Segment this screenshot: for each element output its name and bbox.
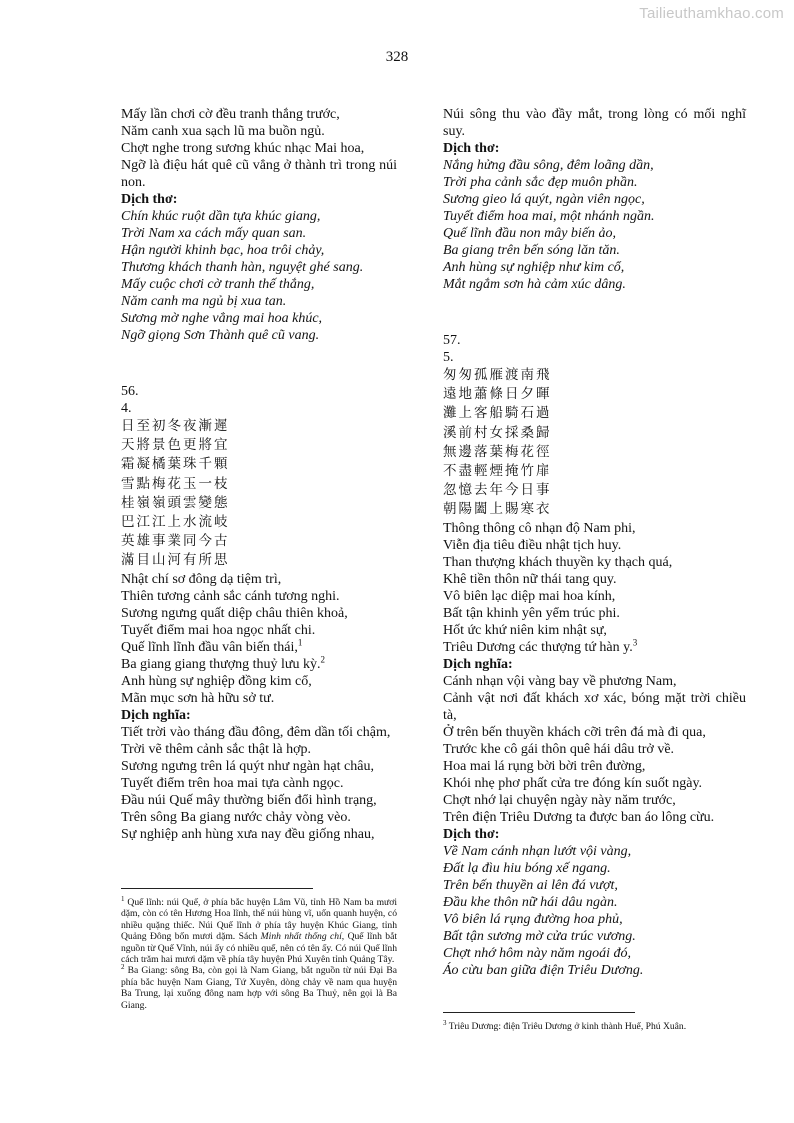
han-line: 雪點梅花玉一枝 <box>121 475 230 492</box>
han-line: 溪前村女採桑歸 <box>443 424 552 441</box>
verse-line: Hận người khinh bạc, hoa trôi chảy, <box>121 243 325 258</box>
verse-line: Áo cừu ban giữa điện Triêu Dương. <box>443 962 644 978</box>
han-line: 日至初冬夜漸遲 <box>121 418 230 434</box>
verse-line: Mắt ngắm sơn hà cảm xúc dâng. <box>443 277 626 292</box>
han-line: 不盡輕煙掩竹扉 <box>443 463 552 480</box>
phien-am-line: Viễn địa tiêu điều nhật tịch huy. <box>443 537 622 553</box>
han-line: 滿目山河有所思 <box>121 552 230 569</box>
han-line: 巴江江上水流岐 <box>121 514 230 531</box>
phien-am-line: Hốt ức khứ niên kim nhật sự, <box>443 622 607 638</box>
verse-line: Thương khách thanh hàn, nguyệt ghé sang. <box>121 260 364 275</box>
han-line: 天將景色更將宜 <box>121 437 230 454</box>
dich-nghia-line: Sương ngưng trên lá quýt như ngàn hạt châu, <box>121 758 374 774</box>
dich-nghia-line: Trời vẽ thêm cảnh sắc thật là hợp. <box>121 741 312 757</box>
dich-nghia-line: Đầu núi Quế mây thường biến đổi hình trạng, <box>121 792 377 808</box>
verse-line: Nắng hửng đầu sông, đêm loãng dần, <box>443 158 654 173</box>
poem-sub-number: 4. <box>121 401 132 416</box>
footnote-rule <box>443 1012 635 1013</box>
phien-am-line: Thiên tương cảnh sắc cánh tương nghi. <box>121 588 340 604</box>
dich-nghia-line: Ở trên bến thuyền khách cỡi trên đá mà đi qua, <box>443 724 706 740</box>
left-column <box>121 106 397 843</box>
footnote-marker: 1 <box>297 636 303 647</box>
verse-line: Bất tận sương mờ cửa trúc vương. <box>443 928 636 944</box>
poem-sub-number: 5. <box>443 350 454 365</box>
han-line: 遠地蕭條日夕暉 <box>443 386 552 403</box>
verse-line: Trời pha cảnh sắc đẹp muôn phần. <box>443 175 638 190</box>
phien-am-line: Sương ngưng quất diệp châu thiên khoả, <box>121 605 348 621</box>
han-line: 霜凝橘葉珠千顆 <box>121 456 230 473</box>
phien-am-line: Bất tận khinh yên yểm trúc phi. <box>443 605 620 621</box>
footnote-3: $^3$ Triêu Dương: điện Triêu Dương ở kinh thành Huế, Phú Xuân. <box>443 1018 687 1032</box>
verse-line: Vô biên lá rụng đường hoa phủ, <box>443 911 623 927</box>
phien-am-line: Triêu Dương các thượng tứ hàn y.$^3$ <box>443 636 638 655</box>
dich-nghia-line: Sự nghiệp anh hùng xưa nay đều giống nhau, <box>121 826 375 842</box>
text-line: Mấy lần chơi cờ đều tranh thắng trước, <box>121 107 340 122</box>
dich-tho-heading: Dịch thơ: <box>443 141 500 156</box>
verse-line: Quế lĩnh đầu non mây biến ảo, <box>443 226 617 241</box>
verse-line: Đầu khe thôn nữ hái dâu ngàn. <box>443 894 618 910</box>
footnotes-right <box>443 1018 746 1032</box>
han-line: 桂嶺嶺頭雲變態 <box>121 494 230 511</box>
dich-nghia-line: Chợt nhớ lại chuyện ngày này năm trước, <box>443 792 676 808</box>
han-line: 匆匆孤雁渡南飛 <box>443 367 552 383</box>
dich-nghia-line: Hoa mai lá rụng bời bời trên đường, <box>443 758 646 774</box>
dich-tho-heading: Dịch thơ: <box>121 192 178 207</box>
footnote-marker: 2 <box>320 653 326 664</box>
verse-line: Trời Nam xa cách mấy quan san. <box>121 226 307 241</box>
dich-tho-heading: Dịch thơ: <box>443 826 500 842</box>
verse-line: Đất lạ đìu hiu bóng xế ngang. <box>443 860 611 876</box>
poem-number: 57. <box>443 333 461 348</box>
dich-nghia-heading: Dịch nghĩa: <box>443 656 513 672</box>
poem-number: 56. <box>121 384 139 399</box>
verse-line: Năm canh ma ngủ bị xua tan. <box>121 294 287 309</box>
text-line: Núi sông thu vào đầy mắt, trong lòng có mối nghĩ suy. <box>443 107 746 139</box>
phien-am-line: Than thượng khách thuyền ky thạch quá, <box>443 554 673 570</box>
verse-line: Mấy cuộc chơi cờ tranh thế thắng, <box>121 277 315 292</box>
phien-am-line: Vô biên lạc diệp mai hoa kính, <box>443 588 616 604</box>
verse-line: Sương gieo lá quýt, ngàn viên ngọc, <box>443 192 645 207</box>
verse-line: Ba giang trên bến sóng lăn tăn. <box>443 243 620 258</box>
verse-line: Trên bến thuyền ai lên đá vượt, <box>443 877 618 893</box>
han-line: 灘上客船騎石過 <box>443 405 552 422</box>
dich-nghia-line: Tuyết điểm trên hoa mai tựa cành ngọc. <box>121 775 344 791</box>
footnote-2: $^2$ Ba Giang: sông Ba, còn gọi là Nam Giang, bắt nguồn từ núi Đại Ba phía bắc huyện Nam Giang, Tứ Xuyên, dòng chảy về nam qua huyện Ba Trung, lại xuống đông nam hợp với sông Ba Thuỷ, nên gọi là Ba Giang. <box>121 963 397 1011</box>
verse-line: Ngỡ giọng Sơn Thành quê cũ vang. <box>121 328 320 343</box>
dich-nghia-line: Cánh nhạn vội vàng bay về phương Nam, <box>443 673 677 689</box>
phien-am-line: Thông thông cô nhạn độ Nam phi, <box>443 520 636 536</box>
text-line: Năm canh xua sạch lũ ma buồn ngủ. <box>121 124 325 139</box>
footnote-rule <box>121 888 313 889</box>
phien-am-line: Nhật chí sơ đông dạ tiệm trì, <box>121 571 282 587</box>
dich-nghia-line: Trước khe cô gái thôn quê hái dâu trở về. <box>443 741 675 757</box>
footnotes-left <box>121 894 397 1011</box>
verse-line: Sương mờ nghe vẳng mai hoa khúc, <box>121 311 323 326</box>
phien-am-line: Quế lĩnh lĩnh đầu vân biến thái,$^1$ <box>121 636 303 655</box>
page-number: 328 <box>385 49 409 65</box>
verse-line: Tuyết điểm hoa mai, một nhánh ngần. <box>443 209 655 224</box>
dich-nghia-line: Khói nhẹ phơ phất cửa tre đóng kín suốt ngày. <box>443 775 703 791</box>
dich-nghia-line: Cảnh vật nơi đất khách xơ xác, bóng mặt trời chiều tà, <box>443 690 746 723</box>
han-line: 朝陽闔上賜寒衣 <box>443 501 552 518</box>
phien-am-line: Anh hùng sự nghiệp đồng kim cổ, <box>121 673 312 689</box>
verse-line: Về Nam cánh nhạn lướt vội vàng, <box>443 843 632 859</box>
dich-nghia-heading: Dịch nghĩa: <box>121 707 191 723</box>
dich-nghia-line: Trên điện Triêu Dương ta được ban áo lông cừu. <box>443 809 715 825</box>
phien-am-line: Khê tiền thôn nữ thái tang quy. <box>443 571 617 587</box>
han-line: 無邊落葉梅花徑 <box>443 443 552 460</box>
verse-line: Chín khúc ruột dần tựa khúc giang, <box>121 209 321 224</box>
text-line: Ngỡ là điệu hát quê cũ vẳng ở thành trì trong núi non. <box>121 158 397 190</box>
right-column <box>443 106 746 979</box>
han-line: 英雄事業同今古 <box>121 533 230 550</box>
text-line: Chợt nghe trong sương khúc nhạc Mai hoa, <box>121 141 365 156</box>
phien-am-line: Mãn mục sơn hà hữu sở tư. <box>121 690 275 706</box>
han-line: 忽憶去年今日事 <box>443 482 552 499</box>
footnote-marker: 3 <box>632 636 638 647</box>
phien-am-line: Ba giang giang thượng thuỷ lưu kỳ.$^2$ <box>121 653 326 672</box>
phien-am-line: Tuyết điểm mai hoa ngọc nhất chi. <box>121 622 316 638</box>
footnote-1: $^1$ Quế lĩnh: núi Quế, ở phía bắc huyện Lâm Vũ, tỉnh Hồ Nam ba mươi dặm, còn có tên Hương Hoa lĩnh, thế núi hùng vĩ, uốn quanh huyện, có nhiều quặng thiếc. Núi Quế lĩnh ở phía tây huyện Khúc Giang, tỉnh Quảng Đông bốn mươi dặm. Sách Minh nhất thống chí, Quế lĩnh bắt nguồn từ Quế Vĩnh, núi ấy có nhiều quế, nên có tên ấy. Có núi Quế lĩnh cách trăm hai mươi dặm về phía tây huyện Phú Xuyên tỉnh Quảng Tây. <box>121 894 397 966</box>
verse-line: Anh hùng sự nghiệp như kim cổ, <box>443 260 625 275</box>
watermark: Tailieuthamkhao.com <box>639 5 784 22</box>
dich-nghia-line: Tiết trời vào tháng đầu đông, đêm dần tối chậm, <box>121 724 391 740</box>
verse-line: Chợt nhớ hôm này năm ngoái đó, <box>443 945 631 961</box>
dich-nghia-line: Trên sông Ba giang nước chảy vòng vèo. <box>121 809 351 825</box>
